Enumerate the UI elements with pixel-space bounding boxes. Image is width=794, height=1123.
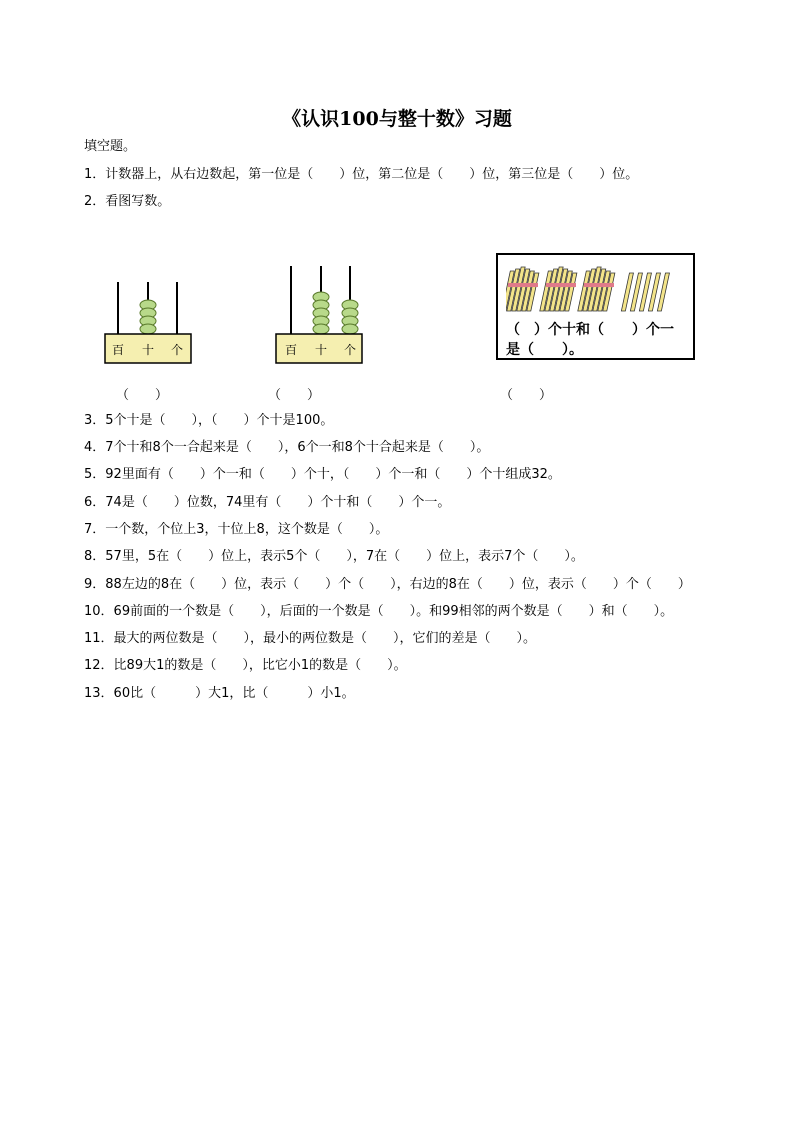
bundle-caption-line-1: （ ）个十和（ ）个一 [506,322,674,338]
question-5: 5．92里面有（ ）个一和（ ）个十，（ ）个一和（ ）个十组成32。 [84,467,561,482]
question-11: 11．最大的两位数是（ ），最小的两位数是（ ），它们的差是（ ）。 [84,631,537,646]
stick-bundles-figure [496,253,695,360]
bundle-caption-line-2: 是（ ）。 [506,342,583,358]
abacus-1-answer-blank: （ ） [116,388,169,403]
bead [342,324,358,334]
question-3: 3．5个十是（ ），（ ）个十是100。 [84,413,334,428]
question-2: 2．看图写数。 [84,194,171,209]
section-heading: 填空题。 [84,139,137,154]
question-13: 13．60比（ ）大1，比（ ）小1。 [84,686,355,701]
question-8: 8．57里，5在（ ）位上，表示5个（ ），7在（ ）位上，表示7个（ ）。 [84,549,584,564]
abacus-2-label-hundreds: 百 [284,343,298,357]
question-7: 7．一个数，个位上3，十位上8，这个数是（ ）。 [84,522,389,537]
question-1: 1．计数器上，从右边数起，第一位是（ ）位，第二位是（ ）位，第三位是（ ）位。 [84,167,639,182]
stick-bundles-drawing [506,261,686,317]
abacus-1-beads-tens [140,300,156,334]
abacus-2-answer-blank: （ ） [268,388,321,403]
ten-stick-bundle [540,267,577,311]
bead [313,324,329,334]
question-12: 12．比89大1的数是（ ），比它小1的数是（ ）。 [84,658,407,673]
single-sticks [621,273,669,311]
abacus-2-beads-tens [313,292,329,334]
question-9: 9．88左边的8在（ ）位，表示（ ）个（ ），右边的8在（ ）位，表示（ ）个（ ） [84,577,691,592]
abacus-2-beads-ones [342,300,358,334]
ten-stick-bundle [578,267,615,311]
abacus-figure-1 [104,276,194,366]
abacus-1-label-ones: 个 [170,343,184,357]
abacus-figure-2 [275,264,365,366]
bead [140,324,156,334]
question-10: 10．69前面的一个数是（ ），后面的一个数是（ ）。和99相邻的两个数是（ ）和（ ）。 [84,604,674,619]
ten-stick-bundle [506,267,539,311]
question-6: 6．74是（ ）位数，74里有（ ）个十和（ ）个一。 [84,495,451,510]
abacus-1-label-hundreds: 百 [111,343,125,357]
abacus-2-label-ones: 个 [343,343,357,357]
abacus-2-label-tens: 十 [314,343,328,357]
page-title: 《认识100与整十数》习题 [282,108,512,130]
question-4: 4．7个十和8个一合起来是（ ），6个一和8个十合起来是（ ）。 [84,440,490,455]
abacus-1-label-tens: 十 [141,343,155,357]
bundles-answer-blank: （ ） [500,388,553,403]
